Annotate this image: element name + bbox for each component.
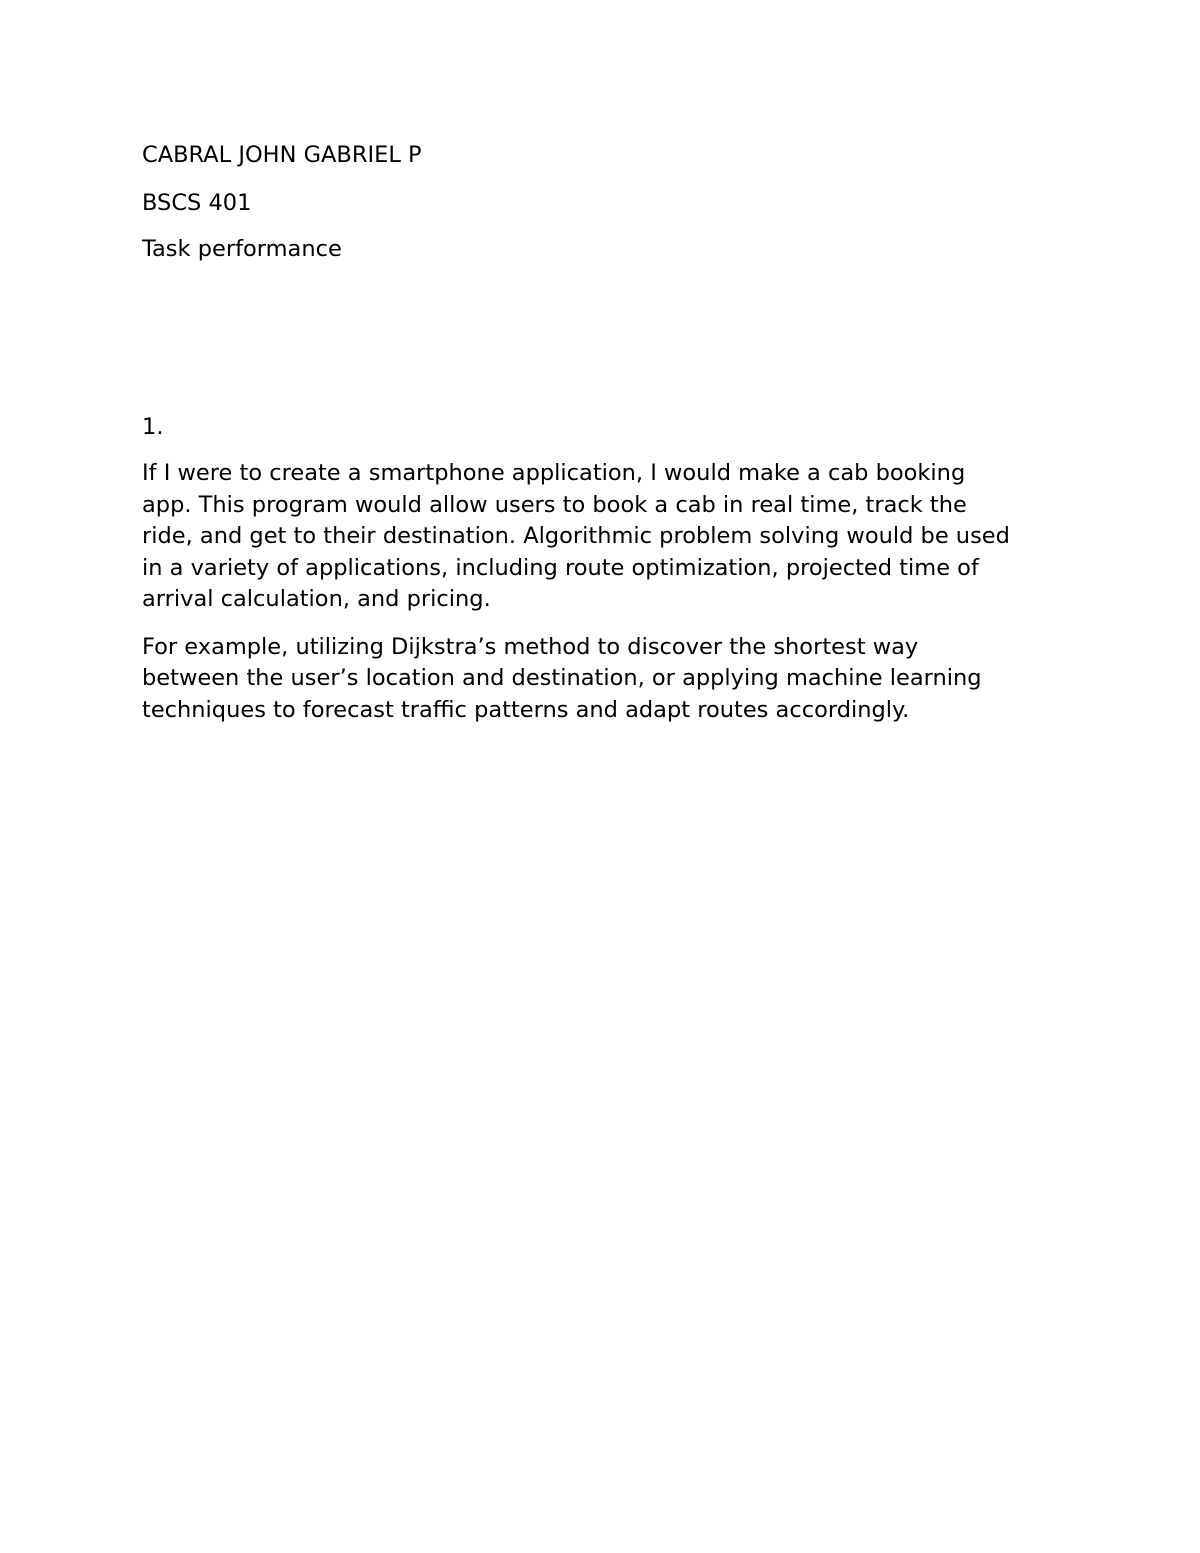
student-name: CABRAL JOHN GABRIEL P [142, 142, 422, 168]
paragraph-2-line: techniques to forecast traffic patterns and adapt routes accordingly. [142, 696, 910, 723]
task-title: Task performance [142, 236, 342, 262]
paragraph-1-line: arrival calculation, and pricing. [142, 586, 491, 612]
paragraph-1 [142, 458, 1062, 616]
paragraph-1-line: app. This program would allow users to book a cab in real time, track the [142, 491, 967, 518]
document-content [142, 140, 1062, 742]
paragraph-2 [142, 632, 1062, 727]
item-number: 1. [142, 413, 164, 440]
paragraph-1-line: in a variety of applications, including route optimization, projected time of [142, 554, 979, 581]
paragraph-2-line: For example, utilizing Dijkstra’s method to discover the shortest way [142, 633, 919, 660]
paragraph-2-line: between the user’s location and destination, or applying machine learning [142, 665, 982, 691]
paragraph-1-line: If I were to create a smartphone application, I would make a cab booking [142, 460, 966, 486]
paragraph-1-line: ride, and get to their destination. Algorithmic problem solving would be used [142, 523, 1010, 549]
course-code: BSCS 401 [142, 189, 252, 216]
